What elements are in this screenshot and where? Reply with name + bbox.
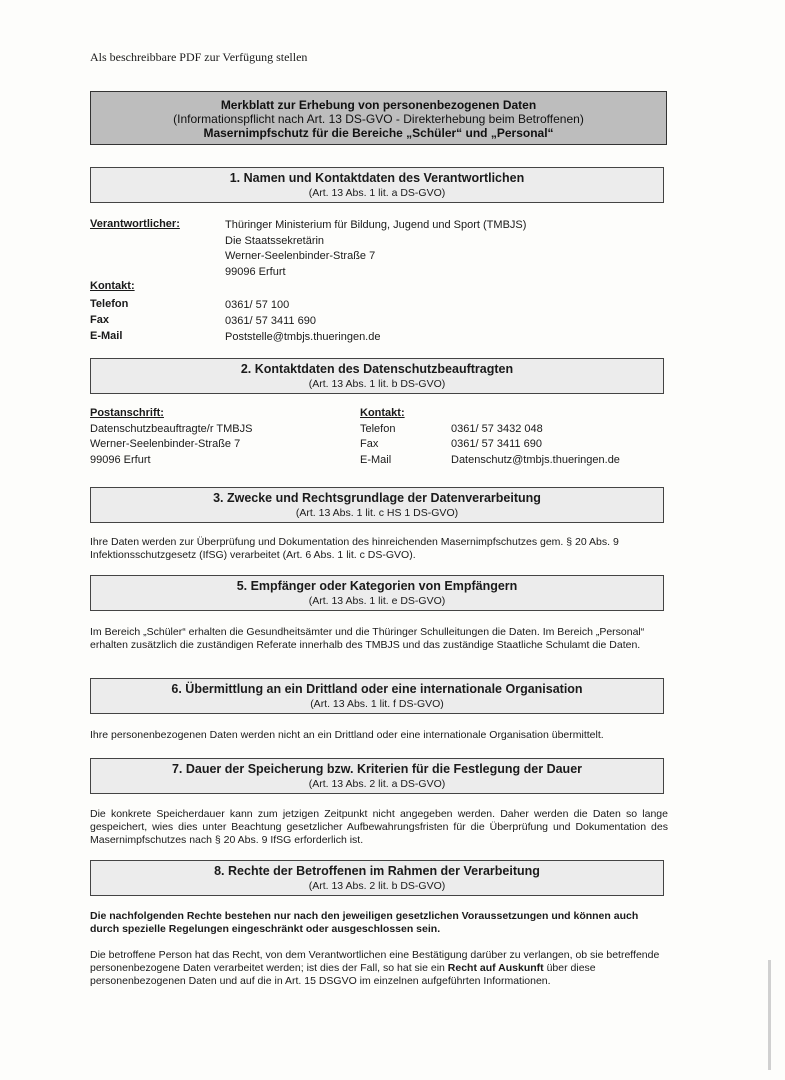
- section-7-header: [90, 758, 664, 794]
- fax-value: 0361/ 57 3411 690: [451, 438, 542, 450]
- address-line: Die Staatssekretärin: [225, 234, 325, 247]
- post-line: Werner-Seelenbinder-Straße 7: [90, 438, 241, 450]
- section-5-title: 5. Empfänger oder Kategorien von Empfängern: [236, 579, 518, 593]
- section-3-text: Ihre Daten werden zur Überprüfung und Dokumentation des hinreichenden Masernimpfschutzes gem. § 20 Abs. 9 Infektionsschutzgesetz (IfSG) verarbeitet (Art. 6 Abs. 1 lit. c DS-GVO).: [90, 536, 619, 561]
- label-email: E-Mail: [360, 453, 392, 466]
- section-3-title: 3. Zwecke und Rechtsgrundlage der Datenverarbeitung: [213, 491, 541, 505]
- section-8-text: [90, 949, 668, 988]
- section-3-subtitle: (Art. 13 Abs. 1 lit. c HS 1 DS-GVO): [295, 507, 459, 519]
- post-line: 99096 Erfurt: [90, 453, 151, 466]
- section-5-text: Im Bereich „Schüler“ erhalten die Gesundheitsämter und die Thüringer Schulleitungen die Daten. Im Bereich „Personal“ erhalten zusätzlich die zuständigen Referate innerhalb des TMBJS und das zuständige Staatliche Schulamt die Daten.: [90, 626, 645, 651]
- section-1-header: [90, 167, 664, 203]
- address-line: Werner-Seelenbinder-Straße 7: [225, 250, 376, 262]
- section-8-notice: Die nachfolgenden Rechte bestehen nur nach den jeweiligen gesetzlichen Voraussetzungen und können auch durch spezielle Regelungen eingeschränkt oder ausgeschlossen sein.: [90, 910, 639, 935]
- telefon-value: 0361/ 57 3432 048: [451, 422, 543, 435]
- section-6-header: [90, 678, 664, 714]
- email-value: Poststelle@tmbjs.thueringen.de: [225, 331, 381, 343]
- section-7-subtitle: (Art. 13 Abs. 2 lit. a DS-GVO): [308, 778, 446, 790]
- document-title-box: [90, 91, 667, 145]
- verantwortlicher-address: [225, 218, 526, 280]
- text-part: über diese personenbezogenen Daten und auf die in Art. 15 DSGVO im einzelnen aufgeführten Informationen.: [90, 962, 596, 987]
- section-3-header: [90, 487, 664, 523]
- recht-auf-auskunft: Recht auf Auskunft: [447, 962, 544, 974]
- section-7-text: Die konkrete Speicherdauer kann zum jetzigen Zeitpunkt nicht angegeben werden. Daher werden die Daten so lange gespeichert, wies dies unter Beachtung gesetzlicher Aufbewahrungsfristen für die Überprüfung und Dokumentation des Masernimpfschutzes nach § 20 Abs. 9 IfSG erforderlich ist.: [90, 808, 668, 846]
- section-6-subtitle: (Art. 13 Abs. 1 lit. f DS-GVO): [310, 698, 444, 710]
- post-line: Datenschutzbeauftragte/r TMBJS: [90, 422, 253, 435]
- section-8-header: [90, 860, 664, 896]
- label-kontakt: Kontakt:: [90, 280, 135, 292]
- section-2-header: [90, 358, 664, 394]
- address-line: 99096 Erfurt: [225, 265, 286, 278]
- label-postanschrift: Postanschrift:: [90, 407, 164, 419]
- section-6-text: Ihre personenbezogenen Daten werden nicht an ein Drittland oder eine internationale Organisation übermittelt.: [90, 729, 604, 741]
- section-8-title: 8. Rechte der Betroffenen im Rahmen der Verarbeitung: [214, 864, 540, 878]
- section-5-subtitle: (Art. 13 Abs. 1 lit. e DS-GVO): [308, 595, 446, 607]
- section-5-header: [90, 575, 664, 611]
- label-telefon: Telefon: [360, 422, 396, 435]
- label-fax: Fax: [360, 438, 379, 450]
- text-part: Die betroffene Person hat das Recht, von dem Verantwortlichen eine Bestätigung darüber zu verlangen, ob sie betreffende personenbezogene Daten verarbeitet werden; ist dies der Fall, so hat sie ein: [90, 949, 660, 974]
- document-subtitle: (Informationspflicht nach Art. 13 DS-GVO - Direkterhebung beim Betroffenen): [173, 112, 584, 126]
- section-2-subtitle: (Art. 13 Abs. 1 lit. b DS-GVO): [308, 378, 446, 390]
- section-7-title: 7. Dauer der Speicherung bzw. Kriterien für die Festlegung der Dauer: [171, 762, 583, 776]
- document-title: Merkblatt zur Erhebung von personenbezogenen Daten: [220, 98, 537, 112]
- section-1-subtitle: (Art. 13 Abs. 1 lit. a DS-GVO): [308, 187, 446, 199]
- telefon-value: 0361/ 57 100: [225, 299, 290, 311]
- label-telefon: Telefon: [90, 298, 129, 310]
- label-email: E-Mail: [90, 330, 123, 342]
- section-1-title: 1. Namen und Kontaktdaten des Verantwortlichen: [229, 171, 525, 185]
- top-note: Als beschreibbare PDF zur Verfügung stellen: [90, 50, 308, 64]
- document-scope: Masernimpfschutz für die Bereiche „Schüler“ und „Personal“: [203, 126, 554, 140]
- section-6-title: 6. Übermittlung an ein Drittland oder eine internationale Organisation: [171, 682, 583, 696]
- label-fax: Fax: [90, 314, 109, 326]
- section-2-title: 2. Kontaktdaten des Datenschutzbeauftragten: [240, 362, 514, 376]
- fax-value: 0361/ 57 3411 690: [225, 315, 316, 327]
- address-line: Thüringer Ministerium für Bildung, Jugend und Sport (TMBJS): [225, 219, 527, 231]
- dsb-kontakt-values: [451, 422, 620, 469]
- dsb-kontakt-labels: [360, 406, 405, 468]
- label-verantwortlicher: Verantwortlicher:: [90, 218, 180, 230]
- email-value: Datenschutz@tmbjs.thueringen.de: [451, 453, 620, 466]
- label-kontakt: Kontakt:: [360, 407, 405, 419]
- scan-edge-mark: [768, 960, 771, 1070]
- postanschrift-block: [90, 406, 252, 468]
- section-8-subtitle: (Art. 13 Abs. 2 lit. b DS-GVO): [308, 880, 446, 892]
